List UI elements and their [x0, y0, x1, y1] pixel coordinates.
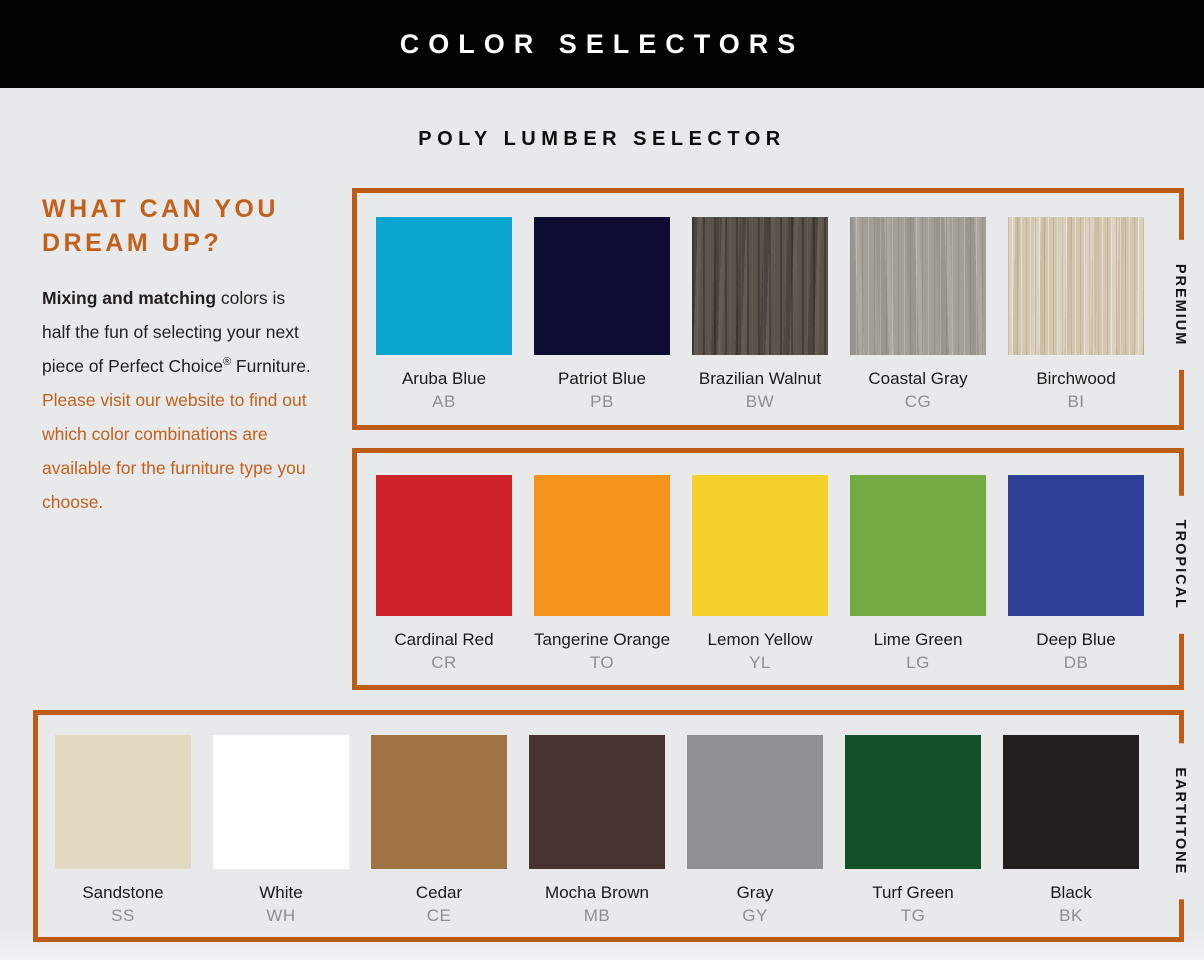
color-chip-wh[interactable]: [213, 735, 349, 869]
swatch-row: [376, 217, 1144, 412]
intro-bold-phrase: Mixing and matching: [42, 288, 217, 308]
swatch-cell-gy: [687, 735, 823, 926]
swatch-name: Black: [1050, 883, 1092, 902]
section-premium: [352, 188, 1188, 430]
color-chip-yl[interactable]: [692, 475, 828, 616]
swatch-cell-tg: [845, 735, 981, 926]
swatch-name: Cedar: [415, 883, 463, 902]
swatch-code: CE: [426, 906, 452, 925]
swatch-name: Coastal Gray: [868, 369, 968, 388]
swatch-cell-ab: [376, 217, 512, 412]
website-link-text[interactable]: Please visit our website to find out which color combinations are available for the furniture type you choose.: [42, 390, 307, 512]
swatch-code: YL: [749, 653, 771, 672]
intro-heading: WHAT CAN YOU DREAM UP?: [42, 195, 279, 257]
swatch-name: Lemon Yellow: [707, 630, 813, 649]
swatch-code: BW: [745, 392, 775, 411]
swatch-cell-mb: [529, 735, 665, 926]
swatch-code: WH: [266, 906, 296, 925]
section-tropical: [352, 448, 1188, 690]
swatch-name: Mocha Brown: [545, 883, 649, 902]
swatch-cell-yl: [692, 475, 828, 673]
swatch-row: [55, 735, 1139, 926]
color-chip-gy[interactable]: [687, 735, 823, 869]
swatch-cell-ss: [55, 735, 191, 926]
color-chip-cr[interactable]: [376, 475, 512, 616]
color-chip-db[interactable]: [1008, 475, 1144, 616]
section-label: EARTHTONE: [1169, 743, 1191, 899]
swatch-code: AB: [432, 392, 456, 411]
swatch-code: DB: [1063, 653, 1089, 672]
swatch-code: BI: [1067, 392, 1085, 411]
swatch-code: LG: [906, 653, 930, 672]
swatch-name: Brazilian Walnut: [698, 369, 822, 388]
swatch-cell-bw: [692, 217, 828, 412]
color-chip-ss[interactable]: [55, 735, 191, 869]
swatch-code: CR: [431, 653, 457, 672]
swatch-name: Birchwood: [1036, 369, 1116, 388]
swatch-code: CG: [904, 392, 932, 411]
color-chip-ce[interactable]: [371, 735, 507, 869]
swatch-code: MB: [583, 906, 611, 925]
swatch-cell-cg: [850, 217, 986, 412]
swatch-code: GY: [742, 906, 768, 925]
swatch-name: Patriot Blue: [558, 369, 646, 388]
swatch-code: TG: [900, 906, 926, 925]
swatch-name: Lime Green: [873, 630, 963, 649]
color-chip-ab[interactable]: [376, 217, 512, 355]
color-chip-tg[interactable]: [845, 735, 981, 869]
swatch-cell-wh: [213, 735, 349, 926]
swatch-row: [376, 475, 1144, 673]
swatch-cell-pb: [534, 217, 670, 412]
page-title: COLOR SELECTORS: [399, 28, 805, 59]
intro-paragraph: [42, 281, 316, 519]
color-chip-cg[interactable]: [850, 217, 986, 355]
page-header: [0, 0, 1204, 88]
swatch-code: SS: [111, 906, 135, 925]
selector-subtitle: POLY LUMBER SELECTOR: [418, 128, 786, 150]
swatch-cell-lg: [850, 475, 986, 673]
color-chip-to[interactable]: [534, 475, 670, 616]
color-chip-pb[interactable]: [534, 217, 670, 355]
intro-text: colors is half the fun of selecting your next piece of Perfect Choice: [42, 288, 299, 376]
color-chip-bk[interactable]: [1003, 735, 1139, 869]
swatch-name: Deep Blue: [1036, 630, 1116, 649]
registered-mark: ®: [222, 356, 232, 369]
swatch-cell-to: [534, 475, 670, 673]
swatch-code: BK: [1059, 906, 1083, 925]
swatch-name: Aruba Blue: [401, 369, 487, 388]
swatch-cell-cr: [376, 475, 512, 673]
color-chip-bw[interactable]: [692, 217, 828, 355]
swatch-code: PB: [590, 392, 614, 411]
swatch-name: Turf Green: [872, 883, 954, 902]
color-chip-lg[interactable]: [850, 475, 986, 616]
section-label: PREMIUM: [1169, 240, 1191, 370]
swatch-name: Cardinal Red: [394, 630, 494, 649]
swatch-cell-bk: [1003, 735, 1139, 926]
swatch-name: Sandstone: [82, 883, 164, 902]
swatch-name: Tangerine Orange: [534, 630, 671, 649]
intro-column: [42, 192, 352, 519]
color-chip-bi[interactable]: [1008, 217, 1144, 355]
color-chip-mb[interactable]: [529, 735, 665, 869]
swatch-code: TO: [589, 653, 615, 672]
swatch-name: White: [259, 883, 303, 902]
intro-text-2: Furniture.: [231, 356, 311, 376]
swatch-cell-bi: [1008, 217, 1144, 412]
swatch-cell-ce: [371, 735, 507, 926]
swatch-cell-db: [1008, 475, 1144, 673]
section-label: TROPICAL: [1169, 496, 1191, 634]
section-earthtone: [33, 710, 1188, 942]
swatch-name: Gray: [736, 883, 774, 902]
